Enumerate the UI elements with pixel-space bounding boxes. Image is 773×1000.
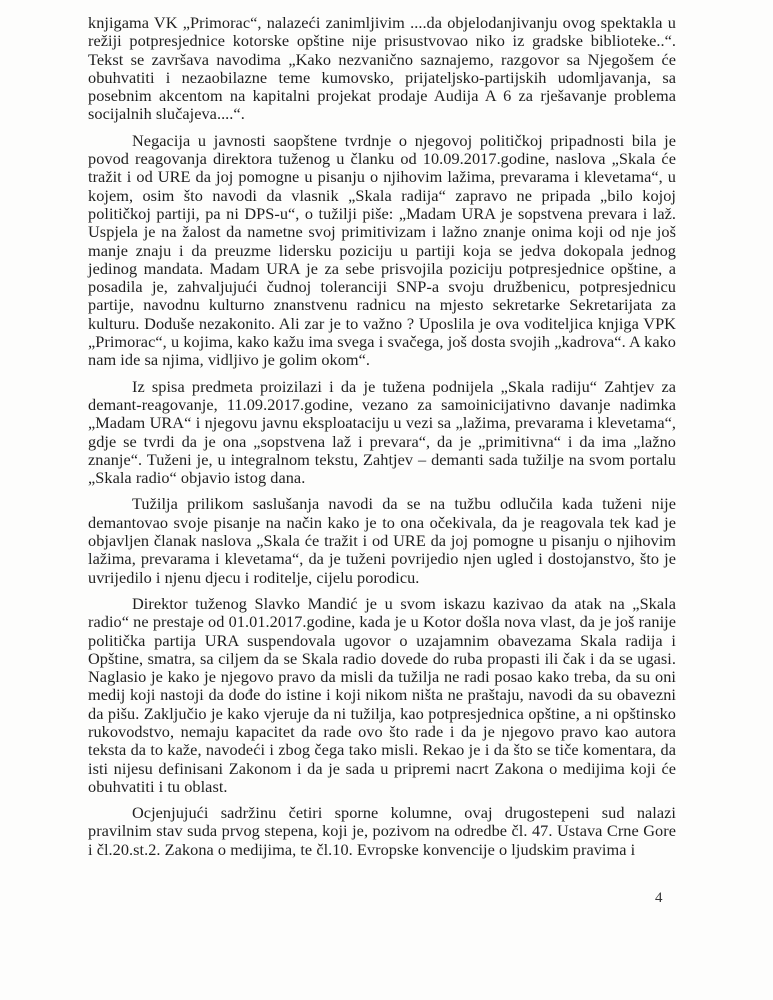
paragraph-continuation: knjigama VK „Primorac“, nalazeći zanimljivim ....da objelodanjivanju ovog spektakla u režiji potpresjednice kotorske opštine nije prisustvovao niko iz gradske biblioteke..“. Tekst se završava navodima „Kako nezvanično saznajemo, razgovor sa Njegošem će obuhvatiti i nezaobilazne teme kumovsko, prijateljsko-partijskih udomljavanja, sa posebnim akcentom na kapitalni projekat prodaje Audija A 6 za rješavanje problema socijalnih slučajeva....“.	[88, 13, 676, 124]
paragraph-plaintiff-testimony: Tužilja prilikom saslušanja navodi da se na tužbu odlučila kada tuženi nije demantovao svoje pisanje na način kako je to ona očekivala, da je reagovala tek kad je objavljen članak naslova „Skala će tražit i od URE da joj pomogne u pisanju o njihovim lažima, prevarama i klevetama“, da je tuženi povrijedio njen ugled i dostojanstvo, što je uvrijedilo i njenu djecu i roditelje, cijelu porodicu.	[88, 494, 676, 587]
page-number: 4	[655, 890, 663, 906]
paragraph-case-file: Iz spisa predmeta proizilazi i da je tužena podnijela „Skala radiju“ Zahtjev za demant-reagovanje, 11.09.2017.godine, vezano za samoinicijativno davanje nadimka „Madam URA“ i njegovu javnu eksploataciju u vezi sa „lažima, prevarama i klevetama“, gdje se tvrdi da je ona „sopstvena laž i prevara“, da je „primitivna“ i da ima „lažno znanje“. Tuženi je, u integralnom tekstu, Zahtjev – demanti sada tužilje na svom portalu „Skala radio“ objavio istog dana.	[88, 376, 676, 488]
paragraph-director-testimony: Direktor tuženog Slavko Mandić je u svom iskazu kazivao da atak na „Skala radio“ ne prestaje od 01.01.2017.godine, kada je u Kotor došla nova vlast, da je još ranije politička partija URA suspendovala ugovor o uzajamnim obavezama Skala radija i Opštine, smatra, sa ciljem da se Skala radio dovede do ruba propasti ili čak i da se ugasi. Naglasio je kako je njegovo pravo da misli da tužilja ne radi posao kako treba, da su oni medij koji nastoji da dođe do istine i koji nikom ništa ne praštaju, navodi da su obavezni da pišu. Zaključio je kako vjeruje da ni tužilja, kao potpresjednica opštine, a ni opštinsko rukovodstvo, nemaju kapacitet da rade ovo što rade i da je njegovo pravo kao autora teksta da to kaže, navodeći i zbog čega tako misli. Rekao je i da što se tiče komentara, da isti nijesu definisani Zakonom i da je sada u pripremi nacrt Zakona o medijima koji će obuhvatiti i tu oblast.	[88, 593, 676, 796]
paragraph-court-assessment: Ocjenjujući sadržinu četiri sporne kolumne, ovaj drugostepeni sud nalazi pravilnim stav suda prvog stepena, koji je, pozivom na odredbe čl. 47. Ustava Crne Gore i čl.20.st.2. Zakona o medijima, te čl.10. Evropske konvencije o ljudskim pravima i	[88, 803, 676, 859]
document-body	[88, 14, 676, 859]
paragraph-negation: Negacija u javnosti saopštene tvrdnje o njegovoj političkoj pripadnosti bila je povod reagovanja direktora tuženog u članku od 10.09.2017.godine, naslova „Skala će tražit i od URE da joj pomogne u pisanju o njihovim lažima, prevarama i klevetama“, u kojem, osim što navodi da vlasnik „Skala radija“ zapravo ne pripada „bilo kojoj političkoj partiji, pa ni DPS-u“, o tužilji piše: „Madam URA je sopstvena prevara i laž. Uspjela je na žalost da nametne svoj primitivizam i lažno znanje onima koji od nje još manje znaju i da preuzme lidersku poziciju u partiji koja se jedva dokopala jednog jedinog mandata. Madam URA je za sebe prisvojila poziciju potpresjednice opštine, a posadila je, zahvaljujući čudnoj toleranciji SNP-a svoju družbenicu, potpresjednicu partije, navodnu kulturno znanstvenu radnicu na mjesto sekretarke Sekretarijata za kulturu. Doduše nezakonito. Ali zar je to važno ? Uposlila je ova voditeljica knjiga VPK „Primorac“, u kojima, kako kažu ima svega i svačega, još dosta svojih „kadrova“. A kako nam ide sa njima, vidljivo je golim okom“.	[88, 130, 676, 370]
